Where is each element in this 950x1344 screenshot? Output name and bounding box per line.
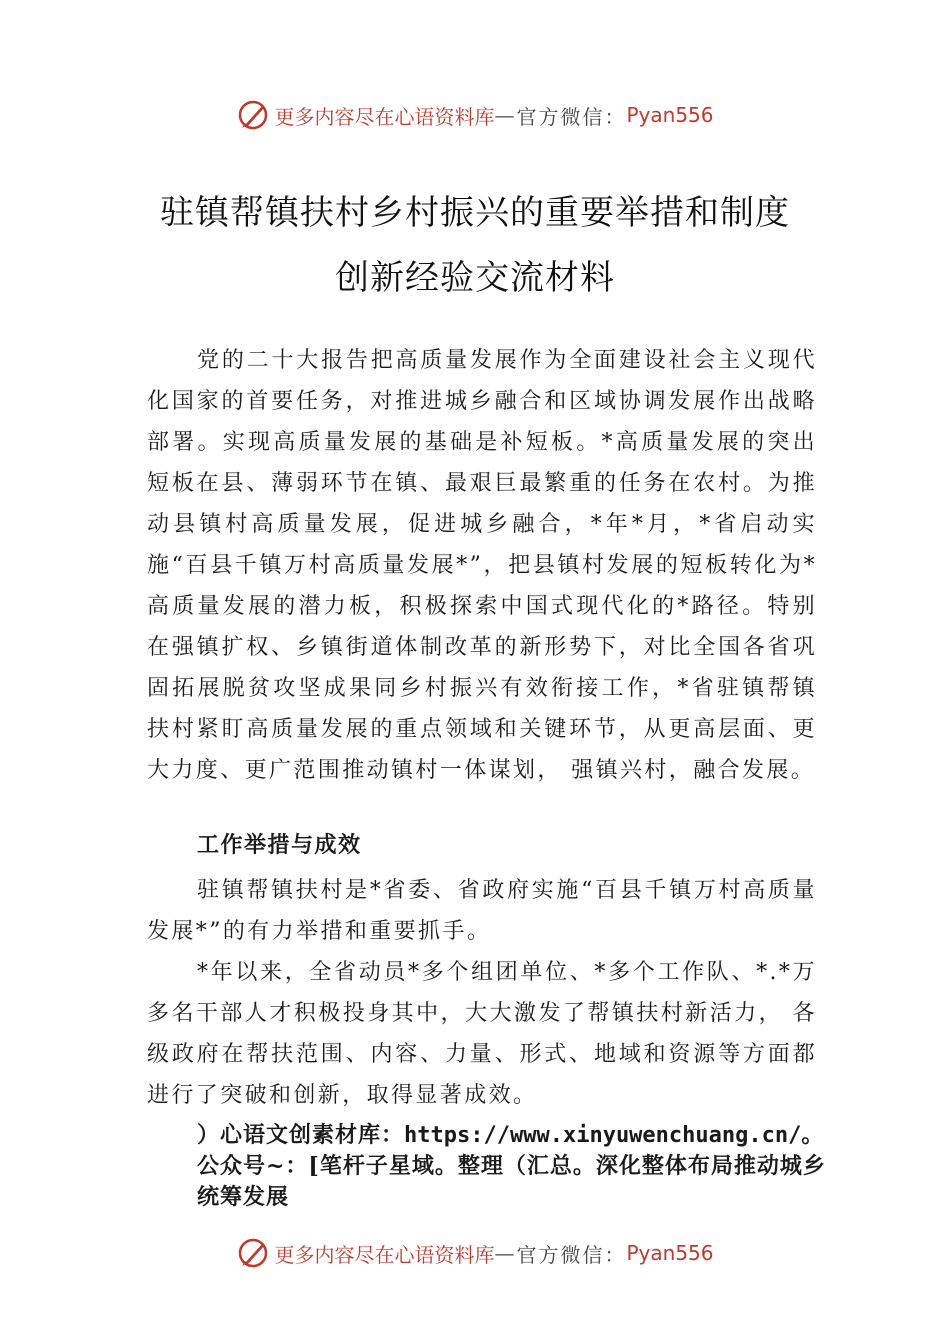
pen-logo-icon bbox=[236, 1236, 270, 1270]
body-paragraph-3: *年以来，全省动员*多个组团单位、*多个工作队、*.*万多名干部人才积极投身其中，大大激发了帮镇扶村新活力， 各级政府在帮扶范围、内容、力量、形式、地域和资源等方面都进行了突破和创新，取得显著成效。 bbox=[147, 960, 817, 1108]
banner-wechat-label: 官方微信： bbox=[516, 1242, 627, 1267]
banner-wechat-label: 官方微信： bbox=[516, 104, 627, 129]
body-paragraph-2: 驻镇帮镇扶村是*省委、省政府实施“百县千镇万村高质量发展*”的有力举措和重要抓手。 bbox=[147, 878, 817, 944]
promo-suffix: 。公众号~：[笔杆子星域。整理（汇总。深化整体布局推动城乡统筹发展 bbox=[197, 1122, 826, 1210]
header-watermark bbox=[0, 95, 950, 135]
banner-handle: Pyan556 bbox=[626, 1241, 714, 1265]
promo-prefix: ）心语文创素材库： bbox=[197, 1122, 405, 1148]
banner-handle: Pyan556 bbox=[626, 103, 714, 127]
pen-logo-icon bbox=[236, 98, 270, 132]
footer-watermark bbox=[0, 1233, 950, 1273]
section-heading: 工作举措与成效 bbox=[197, 832, 362, 858]
banner-slogan: 更多内容尽在心语资料库 bbox=[274, 104, 495, 129]
promo-url-link[interactable]: https://www.xinyuwenchuang.cn/ bbox=[404, 1123, 802, 1148]
banner-dash: — bbox=[494, 1241, 517, 1265]
document-title-line2: 创新经验交流材料 bbox=[335, 258, 615, 298]
body-paragraph-1: 党的二十大报告把高质量发展作为全面建设社会主义现代化国家的首要任务，对推进城乡融合和区域协调发展作出战略部署。实现高质量发展的基础是补短板。*高质量发展的突出短板在县、薄弱环节在镇、最艰巨最繁重的任务在农村。为推动县镇村高质量发展，促进城乡融合，*年*月，*省启动实施“百县千镇万村高质量发展*”，把县镇村发展的短板转化为*高质量发展的潜力板，积极探索中国式现代化的*路径。特别在强镇扩权、乡镇街道体制改革的新形势下，对比全国各省巩固拓展脱贫攻坚成果同乡村振兴有效衔接工作，*省驻镇帮镇扶村紧盯高质量发展的重点领域和关键环节，从更高层面、更大力度、更广范围推动镇村一体谋划， 强镇兴村，融合发展。 bbox=[147, 348, 817, 783]
banner-slogan: 更多内容尽在心语资料库 bbox=[274, 1242, 495, 1267]
banner-dash: — bbox=[494, 103, 517, 127]
document-title-line1: 驻镇帮镇扶村乡村振兴的重要举措和制度 bbox=[160, 193, 790, 233]
promo-block bbox=[197, 1120, 847, 1213]
